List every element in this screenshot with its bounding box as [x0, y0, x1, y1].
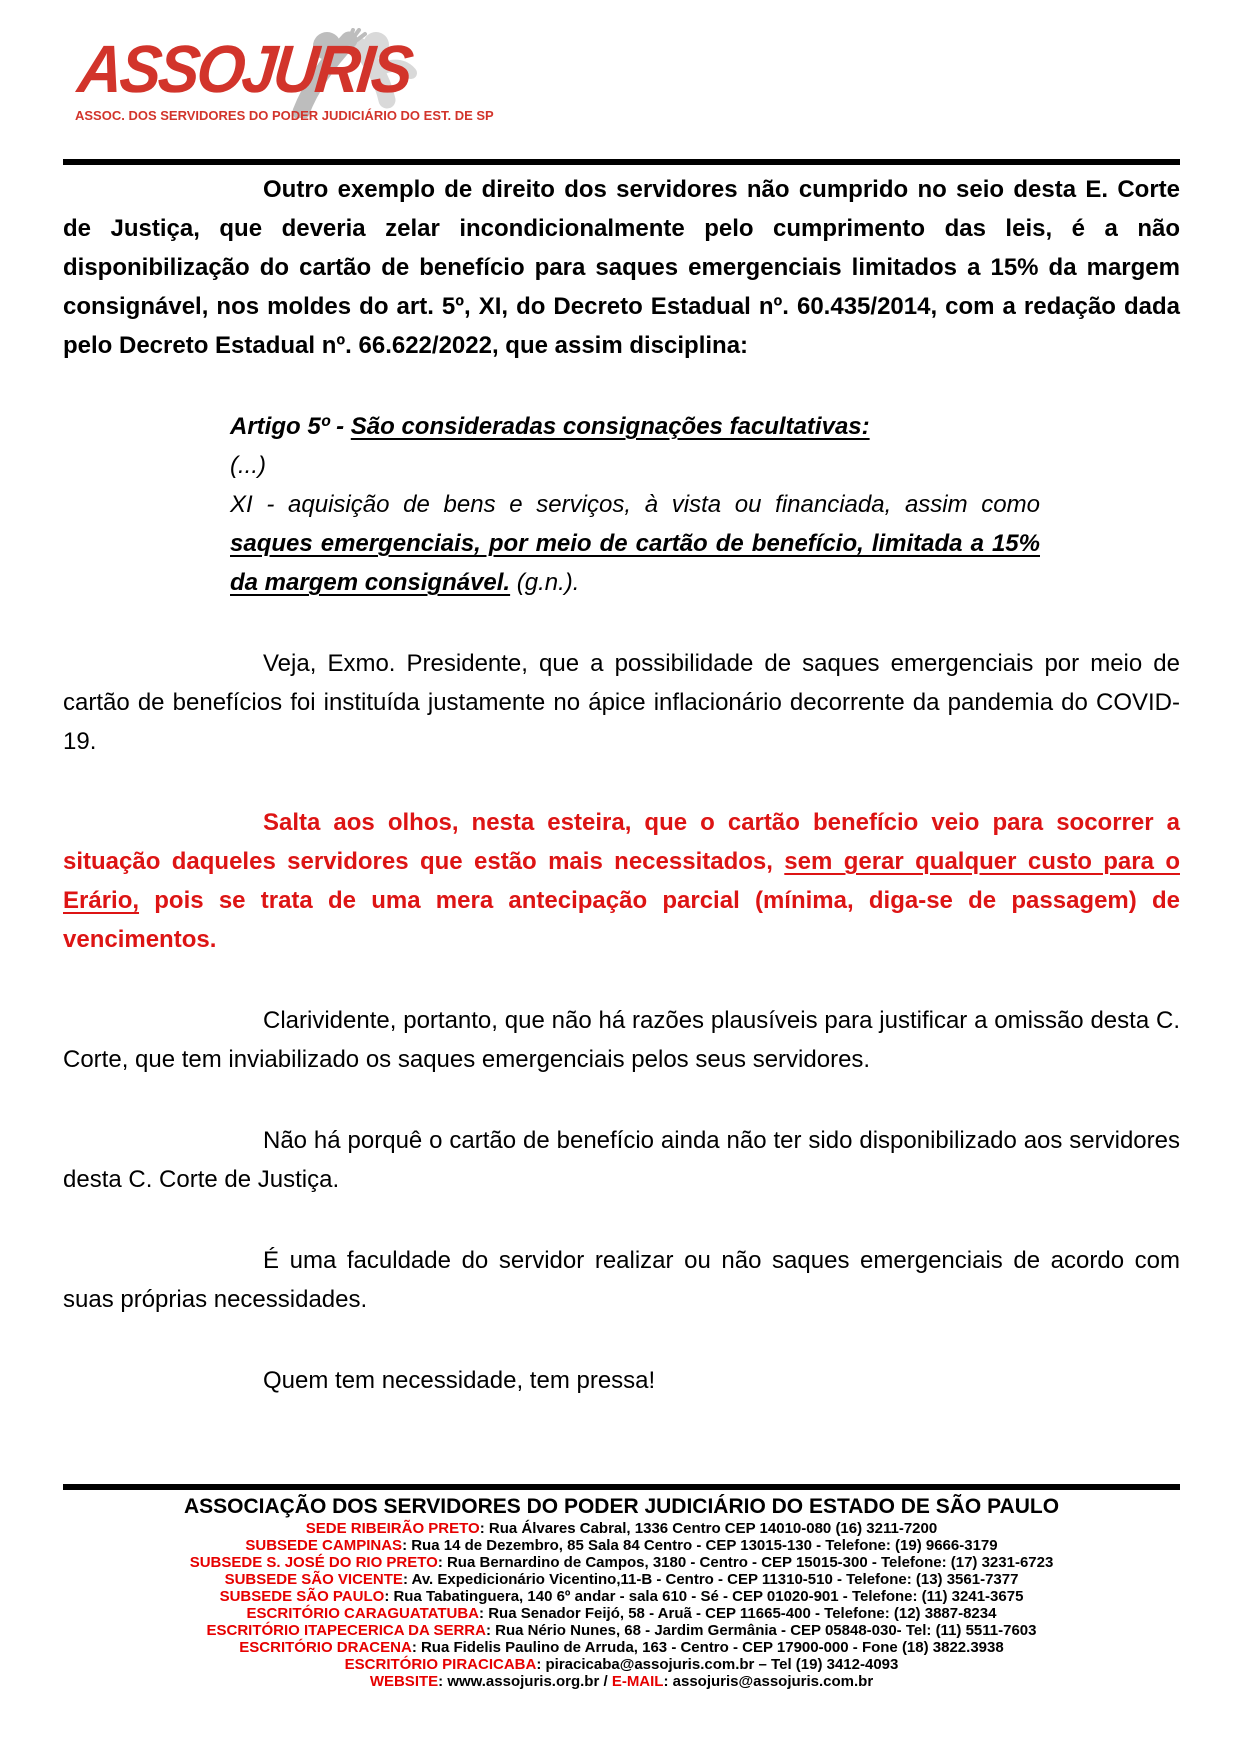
footer-association-name: ASSOCIAÇÃO DOS SERVIDORES DO PODER JUDICIÁRIO DO ESTADO DE SÃO PAULO [183, 1495, 1060, 1518]
footer-row-website-email [63, 1673, 1180, 1690]
paragraph-clarividente: Clarividente, portanto, que não há razões plausíveis para justificar a omissão desta C. Corte, que tem inviabilizado os saques emergenciais pelos seus servidores. [63, 1007, 1180, 1073]
footer-row-label: ESCRITÓRIO PIRACICABA [344, 1656, 537, 1673]
assojuris-logo [74, 32, 494, 123]
red-paragraph-lead: Salta aos olhos, nesta esteira, que o cartão benefício veio para socorrer a situação daqueles servidores que estão mais necessitados, [63, 809, 1180, 875]
footer-website-url: : www.assojuris.org.br / [438, 1673, 612, 1690]
footer-website-label: WEBSITE [369, 1673, 439, 1690]
footer-row-subsede-sao-vicente [63, 1571, 1180, 1588]
header-divider [63, 159, 1180, 165]
footer-row-escritorio-itapecerica [63, 1622, 1180, 1639]
paragraph-intro: Outro exemplo de direito dos servidores não cumprido no seio desta E. Corte de Justiça, que deveria zelar incondicionalmente pelo cumprimento das leis, é a não disponibilização do cartão de benefício para saques emergenciais limitados a 15% da margem consignável, nos moldes do art. 5º, XI, do Decreto Estadual nº. 60.435/2014, com a redação dada pelo Decreto Estadual nº. 66.622/2022, que assim disciplina: [63, 176, 1180, 359]
footer-row-text: : Rua 14 de Dezembro, 85 Sala 84 Centro - CEP 13015-130 - Telefone: (19) 9666-3179 [402, 1537, 998, 1554]
footer-divider [63, 1484, 1180, 1490]
footer-row-escritorio-piracicaba [63, 1656, 1180, 1673]
footer-row-subsede-rio-preto [63, 1554, 1180, 1571]
paragraph-salta-red [63, 803, 1180, 959]
footer-row-text: : Av. Expedicionário Vicentino,11-B - Centro - CEP 11310-510 - Telefone: (13) 3561-7377 [402, 1571, 1019, 1588]
quoted-law-block [230, 407, 1040, 602]
footer-row-text: : Rua Nério Nunes, 68 - Jardim Germânia - CEP 05848-030- Tel: (11) 5511-7603 [485, 1622, 1037, 1639]
footer-row-escritorio-dracena [63, 1639, 1180, 1656]
red-paragraph-tail: pois se trata de uma mera antecipação parcial (mínima, diga-se de passagem) de vencimentos. [63, 887, 1180, 953]
quote-article-title: São consideradas consignações facultativas: [350, 413, 870, 440]
logo-wordmark: ASSOJURIS [74, 32, 414, 108]
footer-email-address: : assojuris@assojuris.com.br [663, 1673, 874, 1690]
quote-ellipsis: (...) [230, 452, 266, 479]
document-body [63, 170, 1180, 1442]
footer-row-text: : Rua Tabatinguera, 140 6º andar - sala 610 - Sé - CEP 01020-901 - Telefone: (11) 3241-3675 [384, 1588, 1024, 1605]
quote-heading [230, 407, 1040, 446]
footer-row-label: SEDE RIBEIRÃO PRETO [305, 1520, 480, 1537]
footer-row-label: SUBSEDE CAMPINAS [245, 1537, 403, 1554]
footer-row-sede-ribeirao-preto [63, 1520, 1180, 1537]
footer-row-text: : Rua Álvares Cabral, 1336 Centro CEP 14010-080 (16) 3211-7200 [479, 1520, 938, 1537]
footer-row-text: : piracicaba@assojuris.com.br – Tel (19) 3412-4093 [536, 1656, 899, 1673]
footer-row-subsede-sao-paulo [63, 1588, 1180, 1605]
footer-row-escritorio-caraguatatuba [63, 1605, 1180, 1622]
footer [63, 1484, 1180, 1690]
footer-row-label: SUBSEDE SÃO VICENTE [224, 1571, 403, 1588]
footer-row-text: : Rua Bernardino de Campos, 3180 - Centro - CEP 15015-300 - Telefone: (17) 3231-6723 [437, 1554, 1054, 1571]
paragraph-pressa: Quem tem necessidade, tem pressa! [263, 1367, 656, 1394]
paragraph-veja: Veja, Exmo. Presidente, que a possibilidade de saques emergenciais por meio de cartão de benefícios foi instituída justamente no ápice inflacionário decorrente da pandemia do COVID-19. [63, 650, 1180, 755]
quote-xi-lead: XI - aquisição de bens e serviços, à vista ou financiada, assim como [230, 491, 1040, 518]
footer-row-label: ESCRITÓRIO ITAPECERICA DA SERRA [206, 1622, 486, 1639]
quote-xi-highlight: saques emergenciais, por meio de cartão de benefício, limitada a 15% da margem consignável. [230, 530, 1040, 596]
quote-article-number: Artigo 5º - [230, 413, 351, 440]
paragraph-nao-ha: Não há porquê o cartão de benefício ainda não ter sido disponibilizado aos servidores desta C. Corte de Justiça. [63, 1127, 1180, 1193]
logo-tagline: ASSOC. DOS SERVIDORES DO PODER JUDICIÁRIO DO EST. DE SP [75, 108, 494, 123]
footer-row-label: ESCRITÓRIO CARAGUATATUBA [246, 1605, 480, 1622]
quote-xi-tail: (g.n.). [510, 569, 580, 596]
footer-row-label: SUBSEDE S. JOSÉ DO RIO PRETO [189, 1554, 438, 1571]
paragraph-faculdade: É uma faculdade do servidor realizar ou não saques emergenciais de acordo com suas próprias necessidades. [63, 1247, 1180, 1313]
footer-row-text: : Rua Fidelis Paulino de Arruda, 163 - Centro - CEP 17900-000 - Fone (18) 3822.3938 [411, 1639, 1004, 1656]
footer-email-label: E-MAIL [611, 1673, 664, 1690]
footer-row-label: SUBSEDE SÃO PAULO [219, 1588, 385, 1605]
footer-row-text: : Rua Senador Feijó, 58 - Aruã - CEP 11665-400 - Telefone: (12) 3887-8234 [479, 1605, 997, 1622]
footer-row-subsede-campinas [63, 1537, 1180, 1554]
red-paragraph-underline: sem gerar qualquer custo para o Erário, [63, 848, 1180, 914]
footer-row-label: ESCRITÓRIO DRACENA [239, 1639, 412, 1656]
quote-item-xi [230, 485, 1040, 602]
